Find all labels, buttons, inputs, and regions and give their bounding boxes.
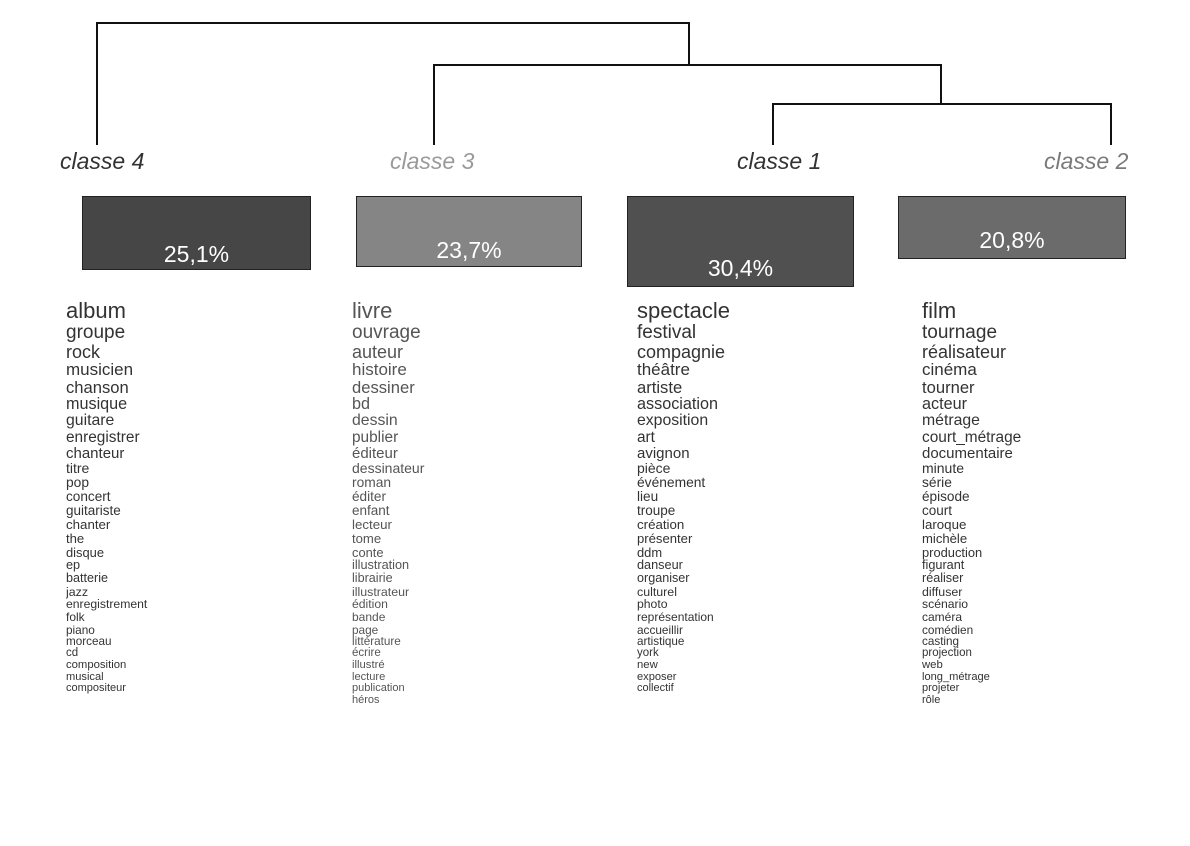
word-item: casting (922, 634, 960, 648)
word-item: troupe (637, 503, 676, 519)
word-item: illustration (352, 558, 410, 573)
word-item: figurant (922, 558, 965, 573)
word-item: jazz (66, 584, 89, 599)
word-item: lieu (637, 489, 659, 505)
word-item: court_métrage (922, 428, 1022, 446)
percentage-box-1 (627, 196, 854, 287)
word-item: événement (637, 474, 706, 490)
word-item: lecteur (352, 517, 392, 533)
word-item: conte (352, 544, 384, 560)
word-list-1 (637, 300, 877, 822)
word-item: exposition (637, 412, 709, 430)
word-item: documentaire (922, 444, 1013, 462)
word-item: web (922, 658, 943, 671)
word-item: batterie (66, 571, 109, 586)
word-list-4 (66, 300, 306, 822)
percentage-1: 30,4% (707, 255, 774, 281)
word-item: écrire (352, 647, 381, 659)
word-item: illustrateur (352, 584, 410, 599)
class-label-4: classe 4 (60, 148, 145, 174)
word-item: accueillir (637, 622, 683, 637)
word-item: publication (352, 682, 405, 695)
word-item: pièce (637, 460, 671, 477)
word-item: guitariste (66, 503, 121, 519)
word-item: roman (352, 474, 392, 490)
word-item: lecture (352, 670, 386, 683)
word-item: concert (66, 489, 111, 505)
word-item: enregistrement (66, 597, 148, 612)
word-item: guitare (66, 412, 115, 430)
percentage-box-2 (898, 196, 1126, 259)
word-item: composition (66, 658, 127, 671)
word-item: projeter (922, 682, 960, 695)
word-item: rock (66, 341, 101, 362)
word-item: cd (66, 647, 79, 659)
word-item: spectacle (637, 300, 730, 323)
word-item: avignon (637, 444, 690, 462)
word-item: production (922, 544, 983, 560)
word-item: dessiner (352, 378, 415, 398)
word-item: artiste (637, 378, 683, 398)
word-item: danseur (637, 558, 683, 573)
word-item: michèle (922, 531, 968, 547)
percentage-3: 23,7% (436, 237, 502, 263)
word-item: acteur (922, 395, 967, 414)
word-item: piano (66, 622, 95, 637)
word-item: ddm (637, 544, 663, 560)
word-item: réaliser (922, 571, 964, 586)
word-item: dessinateur (352, 460, 425, 477)
word-item: théâtre (637, 360, 690, 380)
word-item: chanteur (66, 444, 125, 462)
word-item: bande (352, 610, 386, 625)
word-item: compagnie (637, 341, 726, 362)
word-item: création (637, 517, 685, 533)
word-item: ouvrage (352, 321, 421, 343)
word-item: new (637, 658, 658, 671)
word-item: comédien (922, 622, 974, 637)
word-item: tourner (922, 378, 975, 398)
word-item: éditer (352, 489, 387, 505)
word-item: folk (66, 610, 85, 625)
word-item: scénario (922, 597, 969, 612)
word-item: rôle (922, 693, 941, 706)
word-item: éditeur (352, 444, 398, 462)
word-item: illustré (352, 658, 385, 671)
word-item: photo (637, 597, 668, 612)
word-list-3 (352, 300, 592, 822)
word-item: musique (66, 395, 128, 414)
percentage-box-3 (356, 196, 582, 267)
percentage-4: 25,1% (163, 241, 230, 267)
word-item: exposer (637, 670, 677, 683)
tree-link-c4-root (97, 23, 689, 145)
word-item: histoire (352, 360, 407, 380)
word-item: caméra (922, 610, 963, 625)
word-item: organiser (637, 571, 690, 586)
word-item: héros (352, 693, 380, 706)
word-item: culturel (637, 584, 677, 599)
word-item: ep (66, 558, 81, 573)
word-item: réalisateur (922, 341, 1007, 362)
word-item: présenter (637, 531, 693, 547)
word-item: auteur (352, 341, 404, 362)
word-item: disque (66, 544, 104, 560)
word-item: projection (922, 647, 972, 659)
percentage-2: 20,8% (979, 227, 1045, 253)
word-item: édition (352, 597, 388, 612)
word-item: groupe (66, 321, 126, 343)
word-item: morceau (66, 634, 112, 648)
word-item: série (922, 474, 952, 490)
word-item: bd (352, 395, 371, 414)
word-item: enfant (352, 503, 390, 519)
word-item: artistique (637, 634, 685, 648)
word-item: festival (637, 321, 697, 343)
word-item: pop (66, 474, 90, 490)
word-item: dessin (352, 412, 398, 430)
word-list-2 (922, 300, 1162, 822)
word-item: long_métrage (922, 670, 990, 683)
word-item: album (66, 300, 126, 323)
word-item: association (637, 395, 718, 414)
word-item: collectif (637, 682, 674, 695)
word-item: chanter (66, 517, 111, 533)
class-label-3: classe 3 (390, 148, 475, 174)
word-item: littérature (352, 634, 401, 648)
word-item: diffuser (922, 584, 963, 599)
word-item: court (922, 503, 953, 519)
word-item: york (637, 647, 659, 659)
class-label-1: classe 1 (737, 148, 822, 174)
word-item: publier (352, 428, 399, 446)
word-item: compositeur (66, 682, 126, 695)
word-item: librairie (352, 571, 393, 586)
word-item: chanson (66, 378, 129, 398)
word-item: laroque (922, 517, 967, 533)
word-item: tournage (922, 321, 998, 343)
tree-link-c1-c2 (773, 104, 1111, 145)
word-item: musical (66, 670, 104, 683)
word-item: tome (352, 531, 382, 547)
word-item: enregistrer (66, 428, 140, 446)
word-item: métrage (922, 412, 980, 430)
word-item: titre (66, 460, 90, 477)
word-item: the (66, 531, 85, 547)
percentage-box-4 (82, 196, 311, 270)
class-label-2: classe 2 (1044, 148, 1129, 174)
word-item: art (637, 428, 655, 446)
word-item: livre (352, 300, 393, 323)
word-item: film (922, 300, 957, 323)
word-item: musicien (66, 360, 134, 380)
word-item: épisode (922, 489, 970, 505)
word-item: minute (922, 460, 965, 477)
word-item: cinéma (922, 360, 977, 380)
word-item: page (352, 622, 379, 637)
word-item: représentation (637, 610, 714, 625)
